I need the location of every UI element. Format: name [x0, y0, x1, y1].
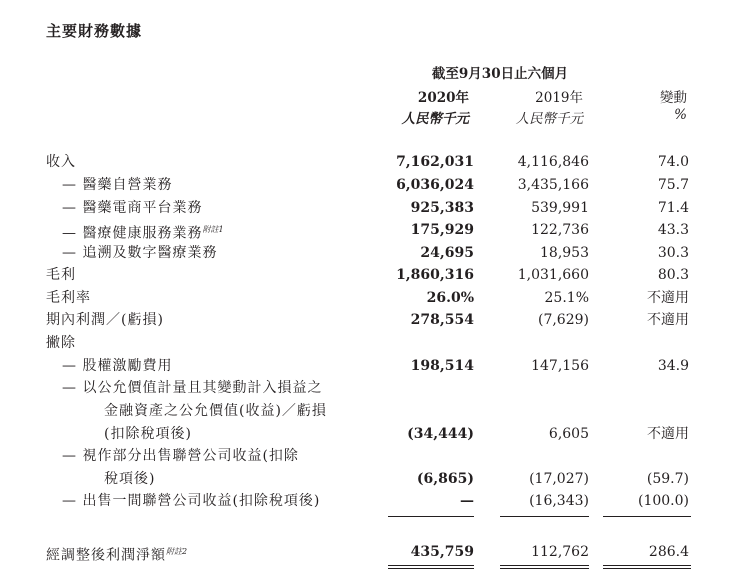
change-header: 變動 — [660, 90, 687, 106]
value-2020: 1,860,316 — [396, 267, 474, 283]
value-2020: 435,759 — [410, 544, 474, 560]
row-label: 期內利潤／(虧損) — [46, 312, 164, 328]
row-label-text: 經調整後利潤淨額 — [46, 547, 166, 564]
row-label: (扣除稅項後) — [104, 426, 192, 442]
table-row-profit-loss — [0, 309, 735, 331]
value-2020: — — [460, 493, 474, 509]
table-row-gross-margin — [0, 287, 735, 309]
value-2019: 18,953 — [540, 245, 589, 261]
value-2019: 25.1% — [544, 290, 589, 306]
table-row — [0, 445, 735, 467]
value-change: 80.3 — [657, 267, 689, 283]
period-header: 截至9月30日止六個月 — [431, 66, 569, 82]
value-2019: 3,435,166 — [517, 177, 589, 193]
table-row — [0, 423, 735, 445]
table-row-adjusted-net-profit — [0, 541, 735, 563]
total-rule-2019-lower — [500, 568, 589, 569]
value-2019: 539,991 — [531, 200, 589, 216]
value-2019: 112,762 — [531, 544, 589, 560]
footnote-marker: 附註2 — [166, 547, 188, 556]
row-label: — 醫藥自營業務 — [62, 177, 173, 193]
table-row — [0, 468, 735, 490]
subtotal-rule-2019 — [500, 516, 589, 517]
table-row — [0, 355, 735, 377]
total-rule-2020-upper — [388, 565, 474, 566]
year-2020-header: 2020年 — [417, 90, 469, 106]
row-label: — 以公允價值計量且其變動計入損益之 — [62, 380, 323, 396]
value-2020: 26.0% — [426, 290, 474, 306]
row-label: 毛利率 — [46, 290, 91, 306]
value-2019: (7,629) — [537, 312, 589, 328]
value-2020: 198,514 — [410, 358, 474, 374]
row-label: — 追溯及數字醫療業務 — [62, 245, 218, 261]
total-rule-change-upper — [603, 565, 691, 566]
value-2020: 278,554 — [410, 312, 474, 328]
value-2019: 147,156 — [531, 358, 589, 374]
value-2020: 6,036,024 — [396, 177, 474, 193]
table-row-excluding — [0, 332, 735, 354]
table-row — [0, 377, 735, 399]
value-2019: 122,736 — [531, 222, 589, 238]
value-change: 不適用 — [647, 426, 689, 442]
value-change: 30.3 — [657, 245, 689, 261]
row-label: 收入 — [46, 154, 76, 170]
page-title: 主要財務數據 — [46, 22, 143, 40]
row-label: — 出售一間聯營公司收益(扣除稅項後) — [62, 493, 321, 509]
value-2020: 7,162,031 — [396, 154, 474, 170]
table-row-gross-profit — [0, 264, 735, 286]
unit-2020-header: 人民幣千元 — [401, 111, 469, 127]
value-2019: (17,027) — [529, 471, 589, 487]
value-change: 34.9 — [657, 358, 689, 374]
subtotal-rule-change — [603, 516, 691, 517]
value-2019: 1,031,660 — [517, 267, 589, 283]
value-change: 74.0 — [657, 154, 689, 170]
value-change: 71.4 — [657, 200, 689, 216]
value-change: 75.7 — [657, 177, 689, 193]
subtotal-rule-2020 — [388, 516, 474, 517]
row-label — [46, 541, 187, 567]
row-label: 金融資產之公允價值(收益)／虧損 — [104, 403, 327, 419]
value-change: 43.3 — [657, 222, 689, 238]
table-row — [0, 490, 735, 512]
value-2019: 6,605 — [548, 426, 589, 442]
footnote-marker: 附註1 — [202, 225, 224, 234]
value-change: 不適用 — [647, 312, 689, 328]
row-label — [62, 219, 224, 245]
table-row-revenue — [0, 151, 735, 173]
value-2020: 175,929 — [410, 222, 474, 238]
value-change: (100.0) — [637, 493, 689, 509]
value-2019: (16,343) — [529, 493, 589, 509]
year-2019-header: 2019年 — [535, 90, 583, 106]
total-rule-change-lower — [603, 568, 691, 569]
row-label-text: — 醫療健康服務業務 — [62, 225, 203, 242]
table-row — [0, 219, 735, 241]
total-rule-2019-upper — [500, 565, 589, 566]
value-2019: 4,116,846 — [517, 154, 589, 170]
table-row — [0, 400, 735, 422]
value-change: 286.4 — [648, 544, 689, 560]
total-rule-2020-lower — [388, 568, 474, 569]
value-change: 不適用 — [647, 290, 689, 306]
row-label: 毛利 — [46, 267, 76, 283]
row-label: — 股權激勵費用 — [62, 358, 173, 374]
row-label: — 醫藥電商平台業務 — [62, 200, 203, 216]
value-2020: (34,444) — [407, 426, 474, 442]
value-2020: 925,383 — [410, 200, 474, 216]
table-row — [0, 174, 735, 196]
value-change: (59.7) — [646, 471, 689, 487]
row-label: — 視作部分出售聯營公司收益(扣除 — [62, 448, 299, 464]
table-row — [0, 242, 735, 264]
row-label: 稅項後) — [104, 471, 156, 487]
row-label: 撇除 — [46, 335, 76, 351]
unit-2019-header: 人民幣千元 — [515, 111, 583, 127]
value-2020: 24,695 — [420, 245, 474, 261]
change-unit-header: % — [674, 107, 687, 123]
value-2020: (6,865) — [416, 471, 474, 487]
table-row — [0, 197, 735, 219]
